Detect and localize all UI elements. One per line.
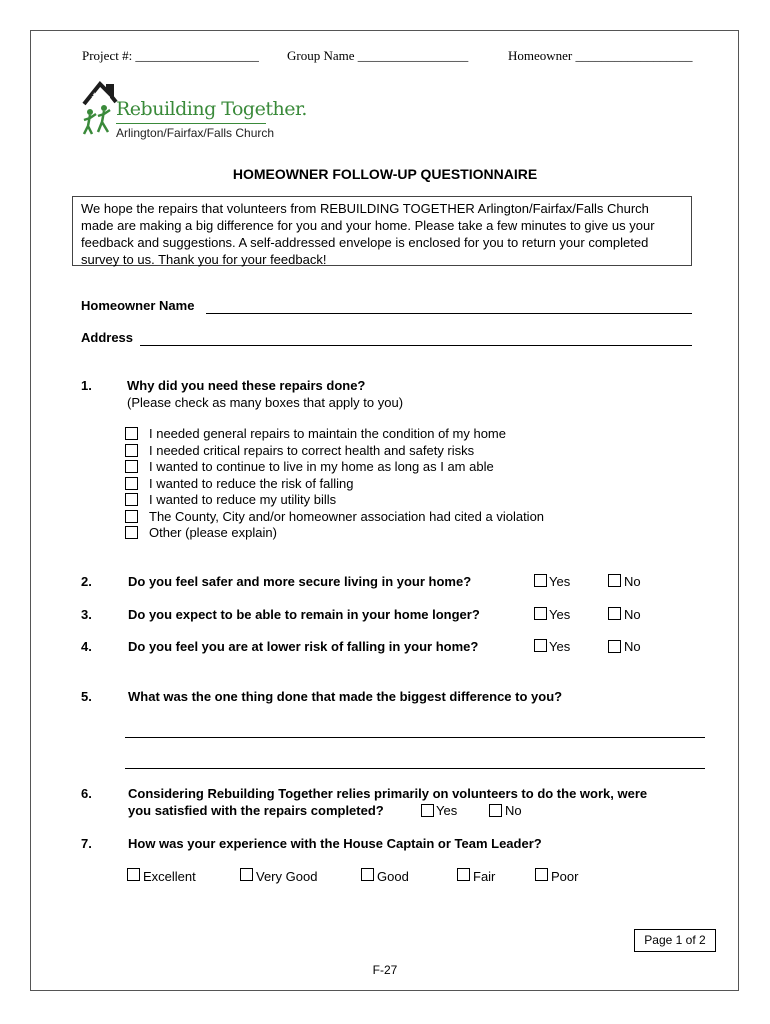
q4-text: Do you feel you are at lower risk of falling in your home? — [128, 639, 479, 654]
q7-rating-label: Poor — [551, 869, 579, 884]
q6-text-line2: you satisfied with the repairs completed? — [128, 803, 384, 818]
q1-option-checkbox[interactable] — [125, 526, 138, 539]
q2-no-checkbox[interactable] — [608, 574, 621, 587]
q7-rating-checkbox[interactable] — [361, 868, 374, 881]
q7-rating-checkbox[interactable] — [127, 868, 140, 881]
q6-yes-checkbox[interactable] — [421, 804, 434, 817]
logo-divider — [116, 123, 266, 124]
q2-yes-label: Yes — [549, 574, 571, 589]
q1-option-label: I needed critical repairs to correct health and safety risks — [149, 443, 475, 458]
q6-yes-label: Yes — [436, 803, 458, 818]
q3-number: 3. — [81, 607, 92, 622]
q2-text: Do you feel safer and more secure living in your home? — [128, 574, 472, 589]
q1-option-label: The County, City and/or homeowner association had cited a violation — [149, 509, 545, 524]
q5-text: What was the one thing done that made the biggest difference to you? — [128, 689, 563, 704]
page-number: Page 1 of 2 — [644, 933, 706, 947]
q2-number: 2. — [81, 574, 92, 589]
q1-option-label: Other (please explain) — [149, 525, 277, 540]
q7-rating-checkbox[interactable] — [535, 868, 548, 881]
q6-text-line1: Considering Rebuilding Together relies primarily on volunteers to do the work, were — [128, 786, 648, 801]
q5-answer-line[interactable] — [125, 768, 705, 769]
q2-no-label: No — [624, 574, 641, 589]
q1-option-label: I needed general repairs to maintain the condition of my home — [149, 426, 506, 441]
q4-no-label: No — [624, 639, 641, 654]
q7-rating-label: Good — [377, 869, 409, 884]
q4-yes-checkbox[interactable] — [534, 639, 547, 652]
page-number-box — [634, 929, 716, 952]
q3-no-checkbox[interactable] — [608, 607, 621, 620]
form-id: F-27 — [372, 963, 398, 977]
q6-number: 6. — [81, 786, 92, 801]
q1-option-label: I wanted to continue to live in my home as long as I am able — [149, 459, 494, 474]
q4-number: 4. — [81, 639, 92, 654]
q1-option-checkbox[interactable] — [125, 427, 138, 440]
q7-rating-label: Fair — [473, 869, 496, 884]
q3-text: Do you expect to be able to remain in your home longer? — [128, 607, 480, 622]
q5-answer-line[interactable] — [125, 737, 705, 738]
q7-rating-label: Excellent — [143, 869, 196, 884]
q7-text: How was your experience with the House Captain or Team Leader? — [128, 836, 542, 851]
q1-text: Why did you need these repairs done? — [127, 378, 366, 393]
q3-yes-checkbox[interactable] — [534, 607, 547, 620]
q5-number: 5. — [81, 689, 92, 704]
address-label: Address — [81, 330, 134, 345]
q1-option-label: I wanted to reduce the risk of falling — [149, 476, 354, 491]
q1-option-checkbox[interactable] — [125, 460, 138, 473]
address-input[interactable] — [140, 345, 692, 346]
q4-yes-label: Yes — [549, 639, 571, 654]
q7-rating-checkbox[interactable] — [457, 868, 470, 881]
homeowner-header-field[interactable]: Homeowner __________________ — [508, 48, 693, 63]
logo — [80, 80, 307, 142]
homeowner-name-input[interactable] — [206, 313, 692, 314]
page-title: HOMEOWNER FOLLOW-UP QUESTIONNAIRE — [232, 166, 538, 182]
q4-no-checkbox[interactable] — [608, 640, 621, 653]
homeowner-name-label: Homeowner Name — [81, 298, 195, 313]
q3-yes-label: Yes — [549, 607, 571, 622]
q7-rating-label: Very Good — [256, 869, 318, 884]
q1-option-label: I wanted to reduce my utility bills — [149, 492, 337, 507]
intro-text: We hope the repairs that volunteers from REBUILDING TOGETHER Arlington/Fairfax/Falls Church made are making a big difference for you and your home. Please take a few minutes to give us your feedback and suggestions. A self-addressed envelope is enclosed for you to return your completed survey to us. Thank you for your feedback! — [81, 201, 655, 267]
logo-house-icon — [80, 80, 120, 138]
logo-location-text: Arlington/Fairfax/Falls Church — [116, 126, 275, 140]
q1-option-checkbox[interactable] — [125, 444, 138, 457]
q1-option-checkbox[interactable] — [125, 510, 138, 523]
group-name-field[interactable]: Group Name _________________ — [287, 48, 469, 63]
q7-rating-checkbox[interactable] — [240, 868, 253, 881]
q1-option-checkbox[interactable] — [125, 477, 138, 490]
q6-no-label: No — [505, 803, 522, 818]
q6-no-checkbox[interactable] — [489, 804, 502, 817]
project-number-field[interactable]: Project #: ___________________ — [82, 48, 259, 63]
q1-number: 1. — [81, 378, 92, 393]
logo-brand-text: Rebuilding Together. — [116, 98, 307, 120]
q1-option-checkbox[interactable] — [125, 493, 138, 506]
q3-no-label: No — [624, 607, 641, 622]
intro-box — [72, 196, 692, 266]
q7-number: 7. — [81, 836, 92, 851]
q1-subtext: (Please check as many boxes that apply to you) — [127, 395, 404, 410]
q2-yes-checkbox[interactable] — [534, 574, 547, 587]
